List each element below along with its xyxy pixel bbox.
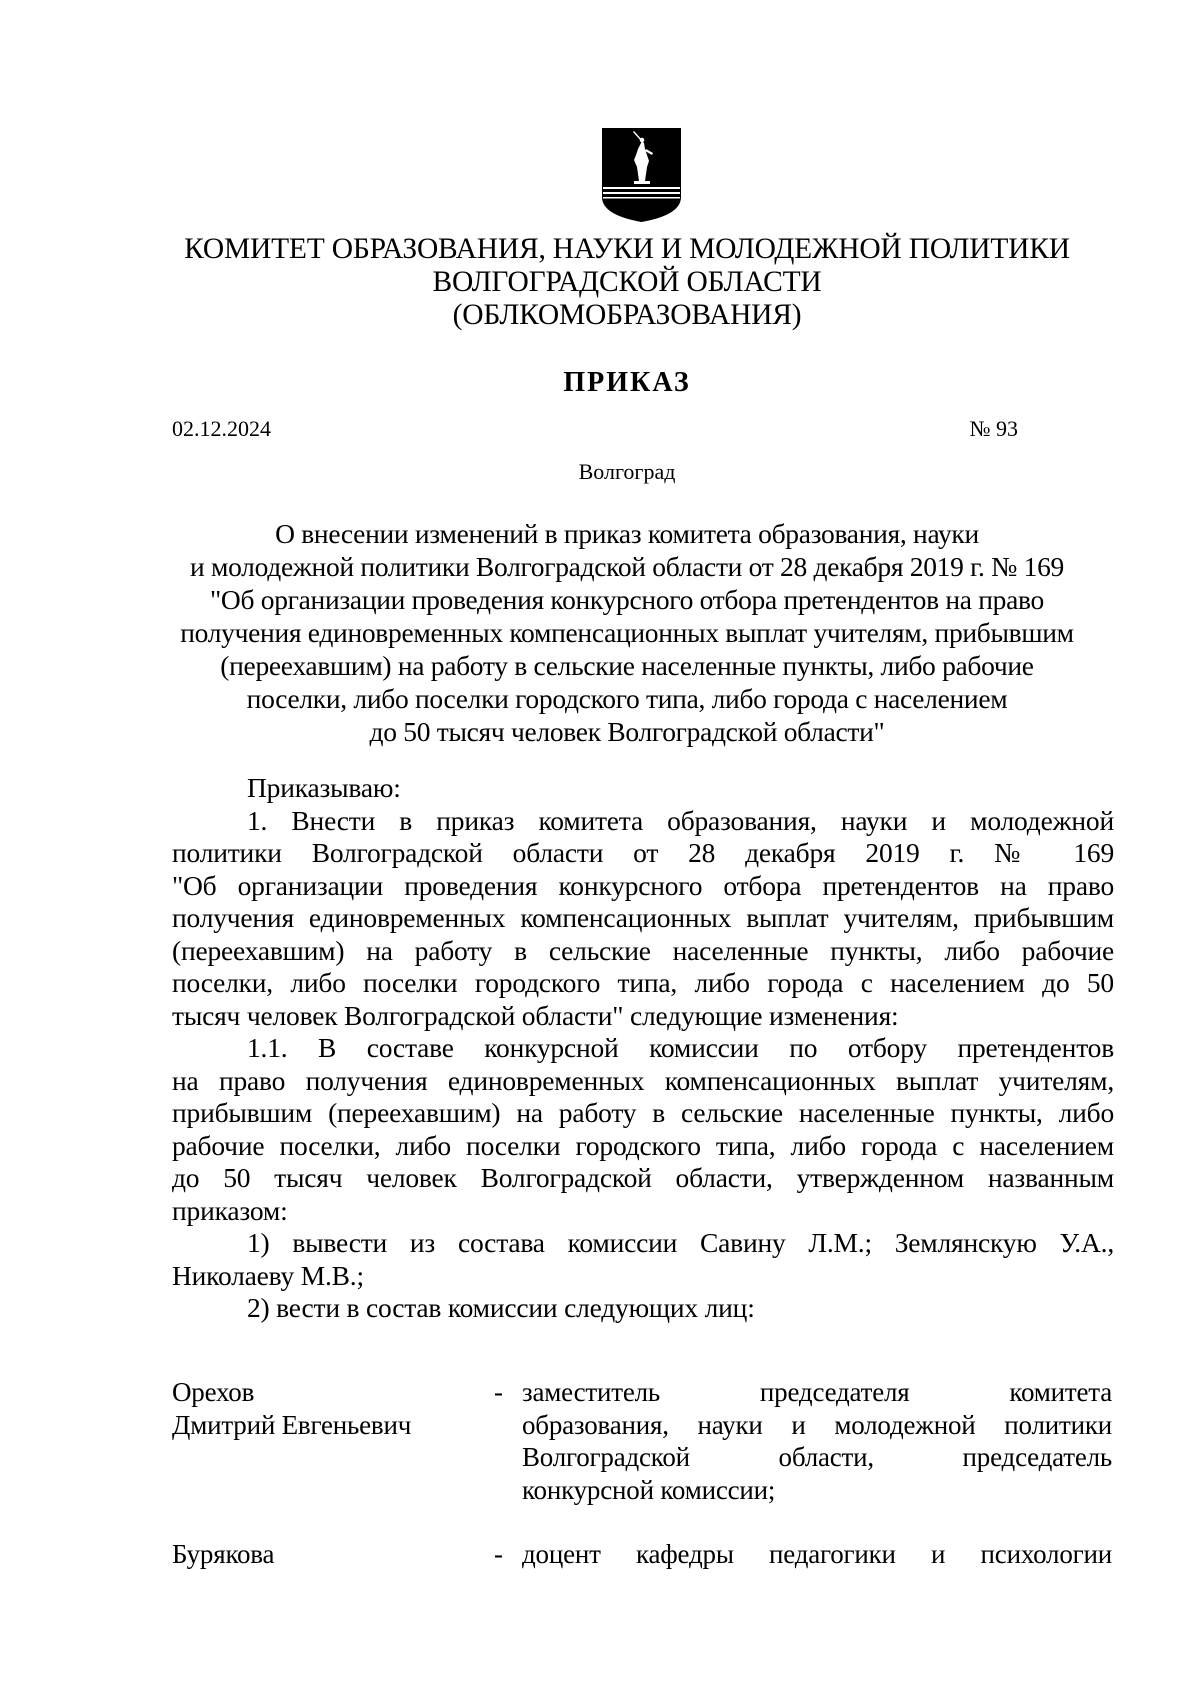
subparagraph-1 [172,1227,1114,1292]
member-name-line: Орехов [172,1377,255,1407]
member-role-line: Волгоградской области, председатель [522,1442,1112,1472]
member-role-line: доцент кафедры педагогики и психологии [522,1539,1112,1569]
subject-line: получения единовременных компенсационных выплат учителям, прибывшим [180,617,1074,648]
paragraph-line: Николаеву М.В.; [172,1259,364,1291]
subparagraph-2 [172,1292,1114,1325]
paragraph-line: получения единовременных компенсационных выплат учителям, прибывшим [172,902,1114,933]
member-entry [172,1538,1114,1571]
document-meta-row [172,415,1018,445]
volgograd-coat-of-arms-icon [601,127,682,223]
organization-name-line1: КОМИТЕТ ОБРАЗОВАНИЯ, НАУКИ И МОЛОДЕЖНОЙ ПОЛИТИКИ [184,233,1070,265]
subject-line: "Об организации проведения конкурсного отбора претендентов на право [210,584,1044,615]
member-role-line: конкурсной комиссии; [522,1474,776,1505]
subject-line: до 50 тысяч человек Волгоградской области" [369,716,885,747]
paragraph-line: поселки, либо поселки городского типа, либо города с населением до 50 [172,967,1114,998]
organization-short-name: (ОБЛКОМОБРАЗОВАНИЯ) [452,299,802,331]
paragraph-line: приказом: [172,1194,288,1226]
member-dash: - [494,1539,503,1569]
commission-members-list [172,1376,1114,1603]
paragraph-line: прибывшим (переехавшим) на работу в сельские населенные пункты, либо [172,1097,1114,1128]
member-name [172,1538,472,1571]
member-name-line: Бурякова [172,1539,275,1569]
paragraph-line: 2) вести в состав комиссии следующих лиц: [247,1292,755,1323]
member-name [172,1376,472,1441]
paragraph-line: (переехавшим) на работу в сельские населенные пункты, либо рабочие [172,934,1114,966]
paragraph-line: на право получения единовременных компенсационных выплат учителям, [172,1064,1114,1096]
order-word: Приказываю: [247,772,401,803]
paragraph-line: до 50 тысяч человек Волгоградской области, утвержденном названным [172,1162,1114,1193]
paragraph-line: 1) вывести из состава комиссии Савину Л.М.; Землянскую У.А., [247,1227,1114,1258]
paragraph-line: 1. Внести в приказ комитета образования, науки и молодежной [247,804,1114,836]
subject-line: О внесении изменений в приказ комитета образования, науки [275,518,979,549]
paragraph-line: политики Волгоградской области от 28 декабря 2019 г. № 169 [172,837,1114,868]
subject-line: и молодежной политики Волгоградской области от 28 декабря 2019 г. № 169 [189,551,1065,582]
document-date: 02.12.2024 [172,416,271,441]
document-subject [172,517,1082,748]
member-role-line: заместитель председателя комитета [522,1377,1112,1407]
member-role [522,1538,1112,1571]
document-body [172,772,1114,1325]
member-dash: - [494,1377,503,1407]
document-type-title: ПРИКАЗ [563,367,691,398]
member-role [522,1376,1112,1506]
document-number: № 93 [969,416,1018,441]
member-entry [172,1376,1114,1506]
document-city: Волгоград [578,459,676,484]
paragraph-line: рабочие поселки, либо поселки городского типа, либо города с населением [172,1129,1114,1161]
subject-line: (переехавшим) на работу в сельские населенные пункты, либо рабочие [220,650,1034,681]
paragraph-line: тысяч человек Волгоградской области" следующие изменения: [172,999,899,1031]
organization-header [172,233,1082,332]
subject-line: поселки, либо поселки городского типа, либо города с населением [246,683,1008,714]
paragraph-item-1 [172,805,1114,1033]
paragraph-item-1-1 [172,1032,1114,1227]
organization-name-line2: ВОЛГОГРАДСКОЙ ОБЛАСТИ [432,266,822,298]
paragraph-line: 1.1. В составе конкурсной комиссии по отбору претендентов [247,1032,1114,1063]
member-name-line: Дмитрий Евгеньевич [172,1409,412,1440]
paragraph-line: "Об организации проведения конкурсного отбора претендентов на право [172,869,1114,901]
member-role-line: образования, науки и молодежной политики [522,1409,1112,1440]
